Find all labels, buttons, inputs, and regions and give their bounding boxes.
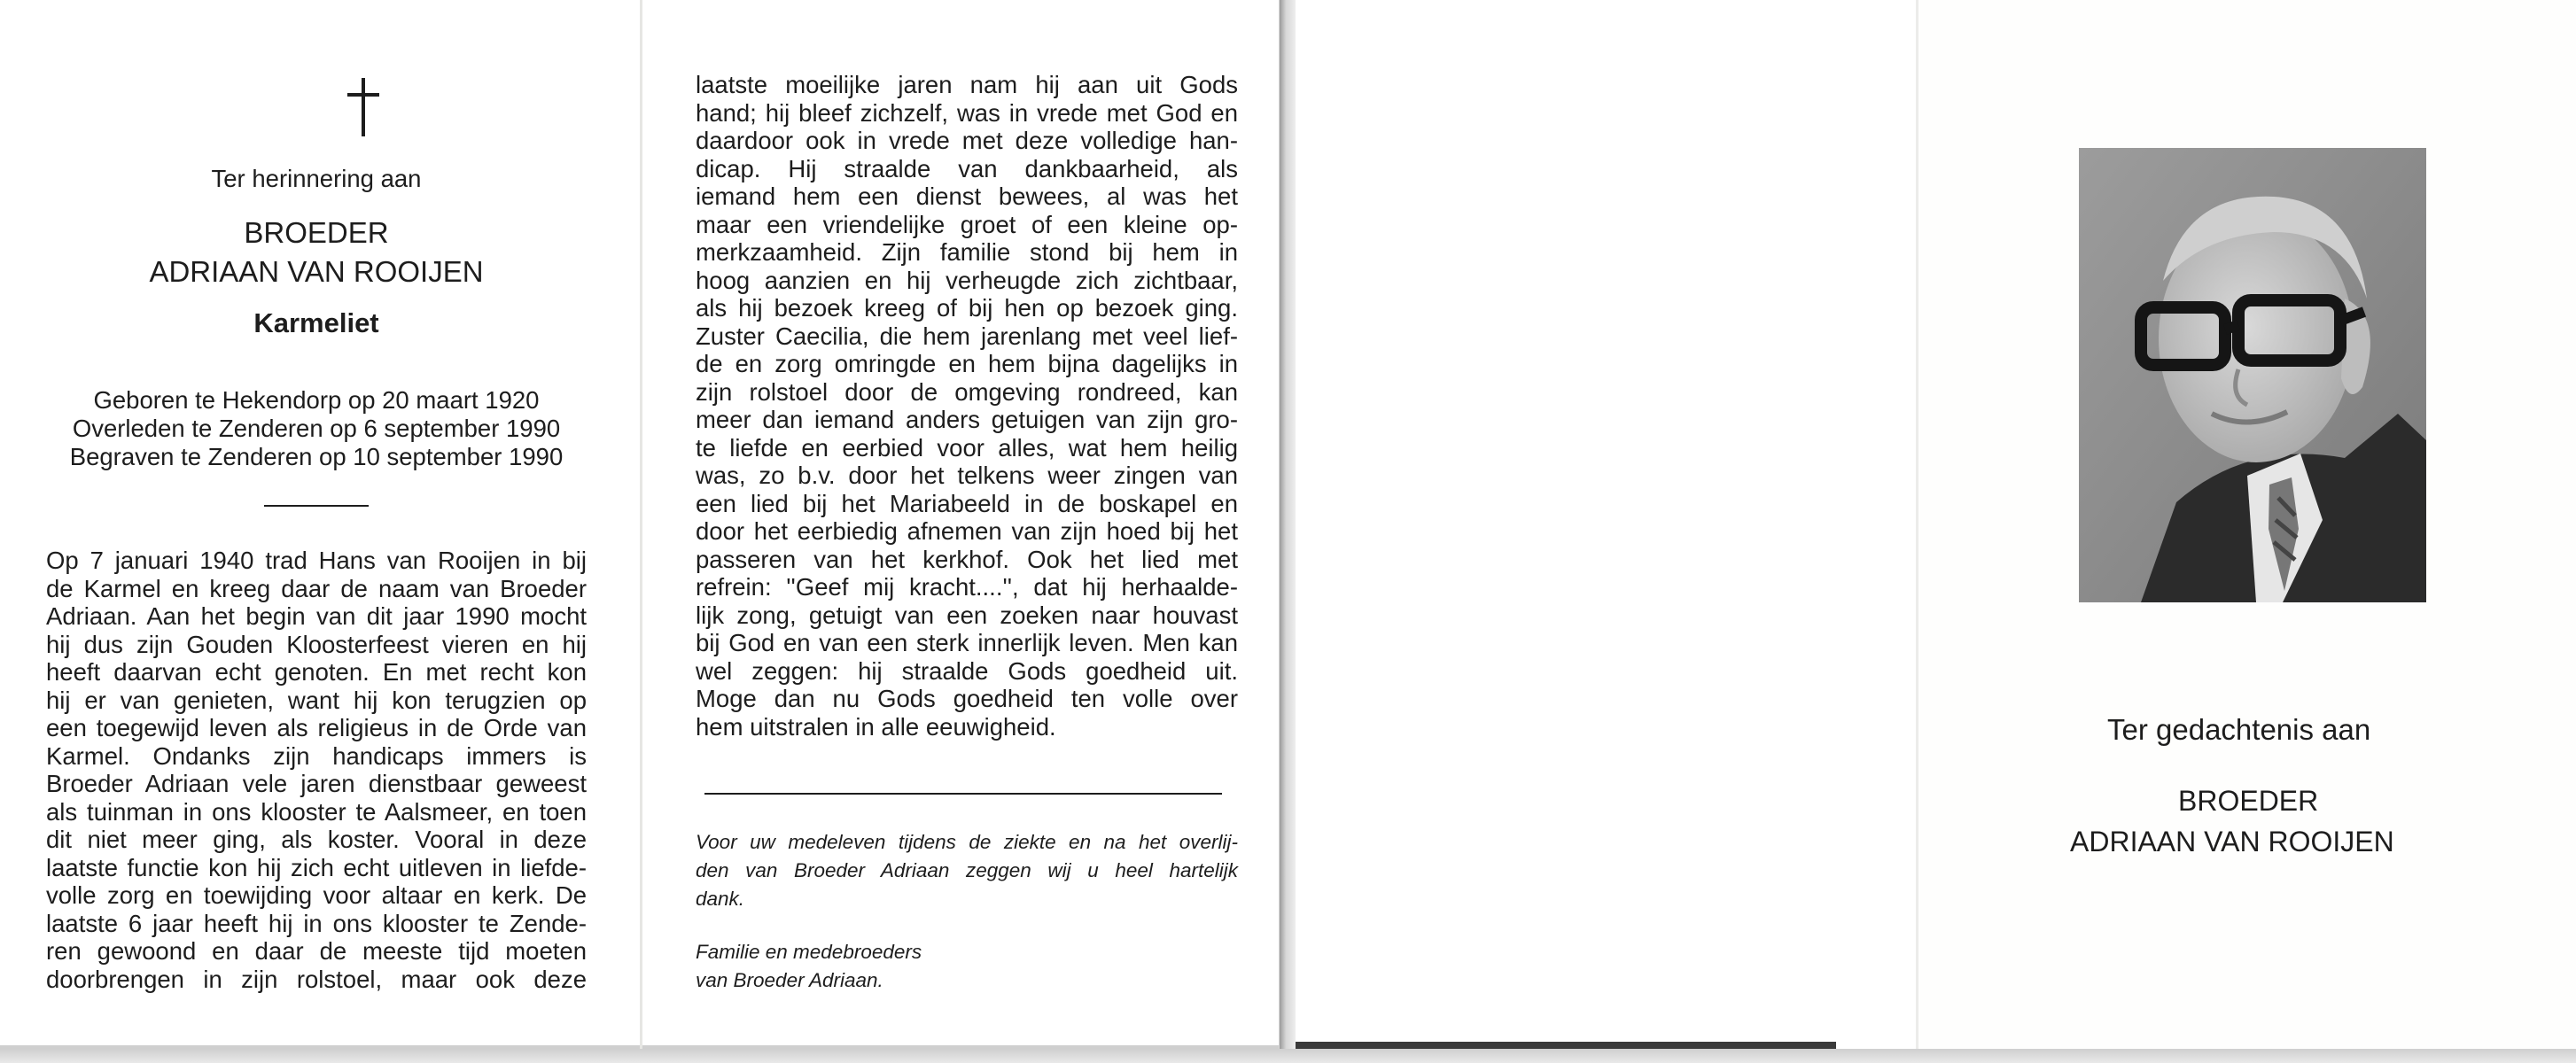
portrait-photo	[2079, 148, 2426, 602]
signature-line-1: Familie en medebroeders	[696, 941, 922, 963]
biography-line: heeft daarvan echt genoten. En met recht kon	[46, 658, 587, 686]
biography-line: de Karmel en kreeg daar de naam van Broeder	[46, 574, 587, 602]
biography-line: een toegewijd leven als religieus in de Orde van	[46, 714, 587, 741]
biography-line: als hij bezoek kreeg of bij hen op bezoek ging.	[696, 294, 1238, 322]
portrait-photo-icon	[2079, 148, 2426, 602]
biography-line: dit niet meer ging, als koster. Vooral in deze	[46, 826, 587, 853]
order-name: Karmeliet	[253, 307, 379, 338]
biography-line: laatste 6 jaar heeft hij in ons klooster te Zende-	[46, 909, 587, 937]
biography-line: een lied bij het Mariabeeld in de boskapel en	[696, 489, 1238, 517]
thank-you-line: den van Broeder Adriaan zeggen wij u heel hartelijk	[696, 859, 1238, 881]
card-separator	[1280, 0, 1296, 1063]
biography-line: meer dan iemand anders getuigen van zijn gro-	[696, 406, 1238, 433]
front-title-line-1: BROEDER	[2178, 785, 2319, 817]
biography-line: Moge dan nu Gods goedheid ten volle over	[696, 685, 1238, 712]
biography-line: hij dus zijn Gouden Kloosterfeest vieren en hij	[46, 630, 587, 658]
biography-line: hoog aanzien en hij verheugde zich zichtbaar,	[696, 266, 1238, 294]
thank-you-note	[696, 828, 1238, 913]
divider-short	[264, 505, 369, 507]
biography-line: ren gewoond en daar de meeste tijd moeten	[46, 937, 587, 965]
death-date: Overleden te Zenderen op 6 september 1990	[72, 415, 561, 442]
biography-line: maar een vriendelijke groet of een kleine op-	[696, 210, 1238, 238]
front-title-line-2: ADRIAAN VAN ROOIJEN	[2070, 826, 2394, 857]
biography-line: te liefde en eerbied voor alles, wat hem heilig	[696, 433, 1238, 462]
biography-line: hem uitstralen in alle eeuwigheid.	[696, 712, 1056, 741]
scan-bottom-edge	[0, 1049, 2576, 1063]
back-page-edge-shadow	[1296, 1042, 1836, 1049]
outer-fold-line	[1916, 0, 1918, 1049]
biography-part-1	[46, 547, 587, 993]
front-intro-text: Ter gedachtenis aan	[2107, 713, 2371, 746]
biography-line: was, zo b.v. door het telkens weer zingen van	[696, 462, 1238, 489]
biography-line: daardoor ook in vrede met deze volledige han-	[696, 127, 1238, 154]
title-line-2: ADRIAAN VAN ROOIJEN	[149, 255, 484, 288]
thank-you-line: dank.	[696, 888, 745, 910]
intro-text: Ter herinnering aan	[211, 165, 422, 192]
biography-line: Adriaan. Aan het begin van dit jaar 1990 mocht	[46, 602, 587, 630]
biography-line: de en zorg omringde en hem bijna dagelijks in	[696, 350, 1238, 377]
biography-line: refrein: ''Geef mij kracht....'', dat hij herhaalde-	[696, 573, 1238, 601]
divider-long	[704, 793, 1222, 795]
biography-line: merkzaamheid. Zijn familie stond bij hem in	[696, 238, 1238, 266]
biography-line: Op 7 januari 1940 trad Hans van Rooijen in bij	[46, 547, 587, 574]
thank-you-line: Voor uw medeleven tijdens de ziekte en na het overlij-	[696, 831, 1238, 853]
biography-line: door het eerbiedig afnemen van zijn hoed bij het	[696, 517, 1238, 545]
biography-line: lijk zong, getuigt van een zoeken naar houvast	[696, 601, 1238, 629]
biography-line: iemand hem een dienst bewees, al was het	[696, 182, 1238, 210]
signature-line-2: van Broeder Adriaan.	[696, 969, 883, 991]
biography-line: volle zorg en toewijding voor altaar en kerk. De	[46, 881, 587, 909]
biography-line: Zuster Caecilia, die hem jarenlang met veel lief-	[696, 322, 1238, 350]
birth-date: Geboren te Hekendorp op 20 maart 1920	[93, 386, 540, 414]
biography-line: passeren van het kerkhof. Ook het lied met	[696, 545, 1238, 573]
biography-part-2	[696, 71, 1238, 741]
biography-line: laatste moeilijke jaren nam hij aan uit Gods	[696, 71, 1238, 98]
biography-line: laatste functie kon hij zich echt uitleven in liefde-	[46, 853, 587, 881]
biography-line: bij God en van een sterk innerlijk leven. Men kan	[696, 629, 1238, 656]
biography-line: doorbrengen in zijn rolstoel, maar ook deze	[46, 965, 587, 993]
biography-line: Karmel. Ondanks zijn handicaps immers is	[46, 741, 587, 770]
inner-card-spread	[0, 0, 1280, 1049]
back-page-blank	[1296, 0, 1916, 1049]
biography-line: hij er van genieten, want hij kon terugzien op	[46, 686, 587, 714]
title-line-1: BROEDER	[244, 216, 389, 249]
burial-date: Begraven te Zenderen op 10 september 1990	[69, 443, 564, 470]
biography-line: hand; hij bleef zichzelf, was in vrede met God en	[696, 98, 1238, 127]
biography-line: als tuinman in ons klooster te Aalsmeer, en toen	[46, 797, 587, 826]
cross-icon	[342, 78, 385, 136]
inner-fold-line	[640, 0, 642, 1049]
biography-line: dicap. Hij straalde van dankbaarheid, als	[696, 154, 1238, 182]
biography-line: zijn rolstoel door de omgeving rondreed, kan	[696, 377, 1238, 406]
biography-line: Broeder Adriaan vele jaren dienstbaar geweest	[46, 770, 587, 797]
biography-line: wel zeggen: hij straalde Gods goedheid uit.	[696, 656, 1238, 685]
